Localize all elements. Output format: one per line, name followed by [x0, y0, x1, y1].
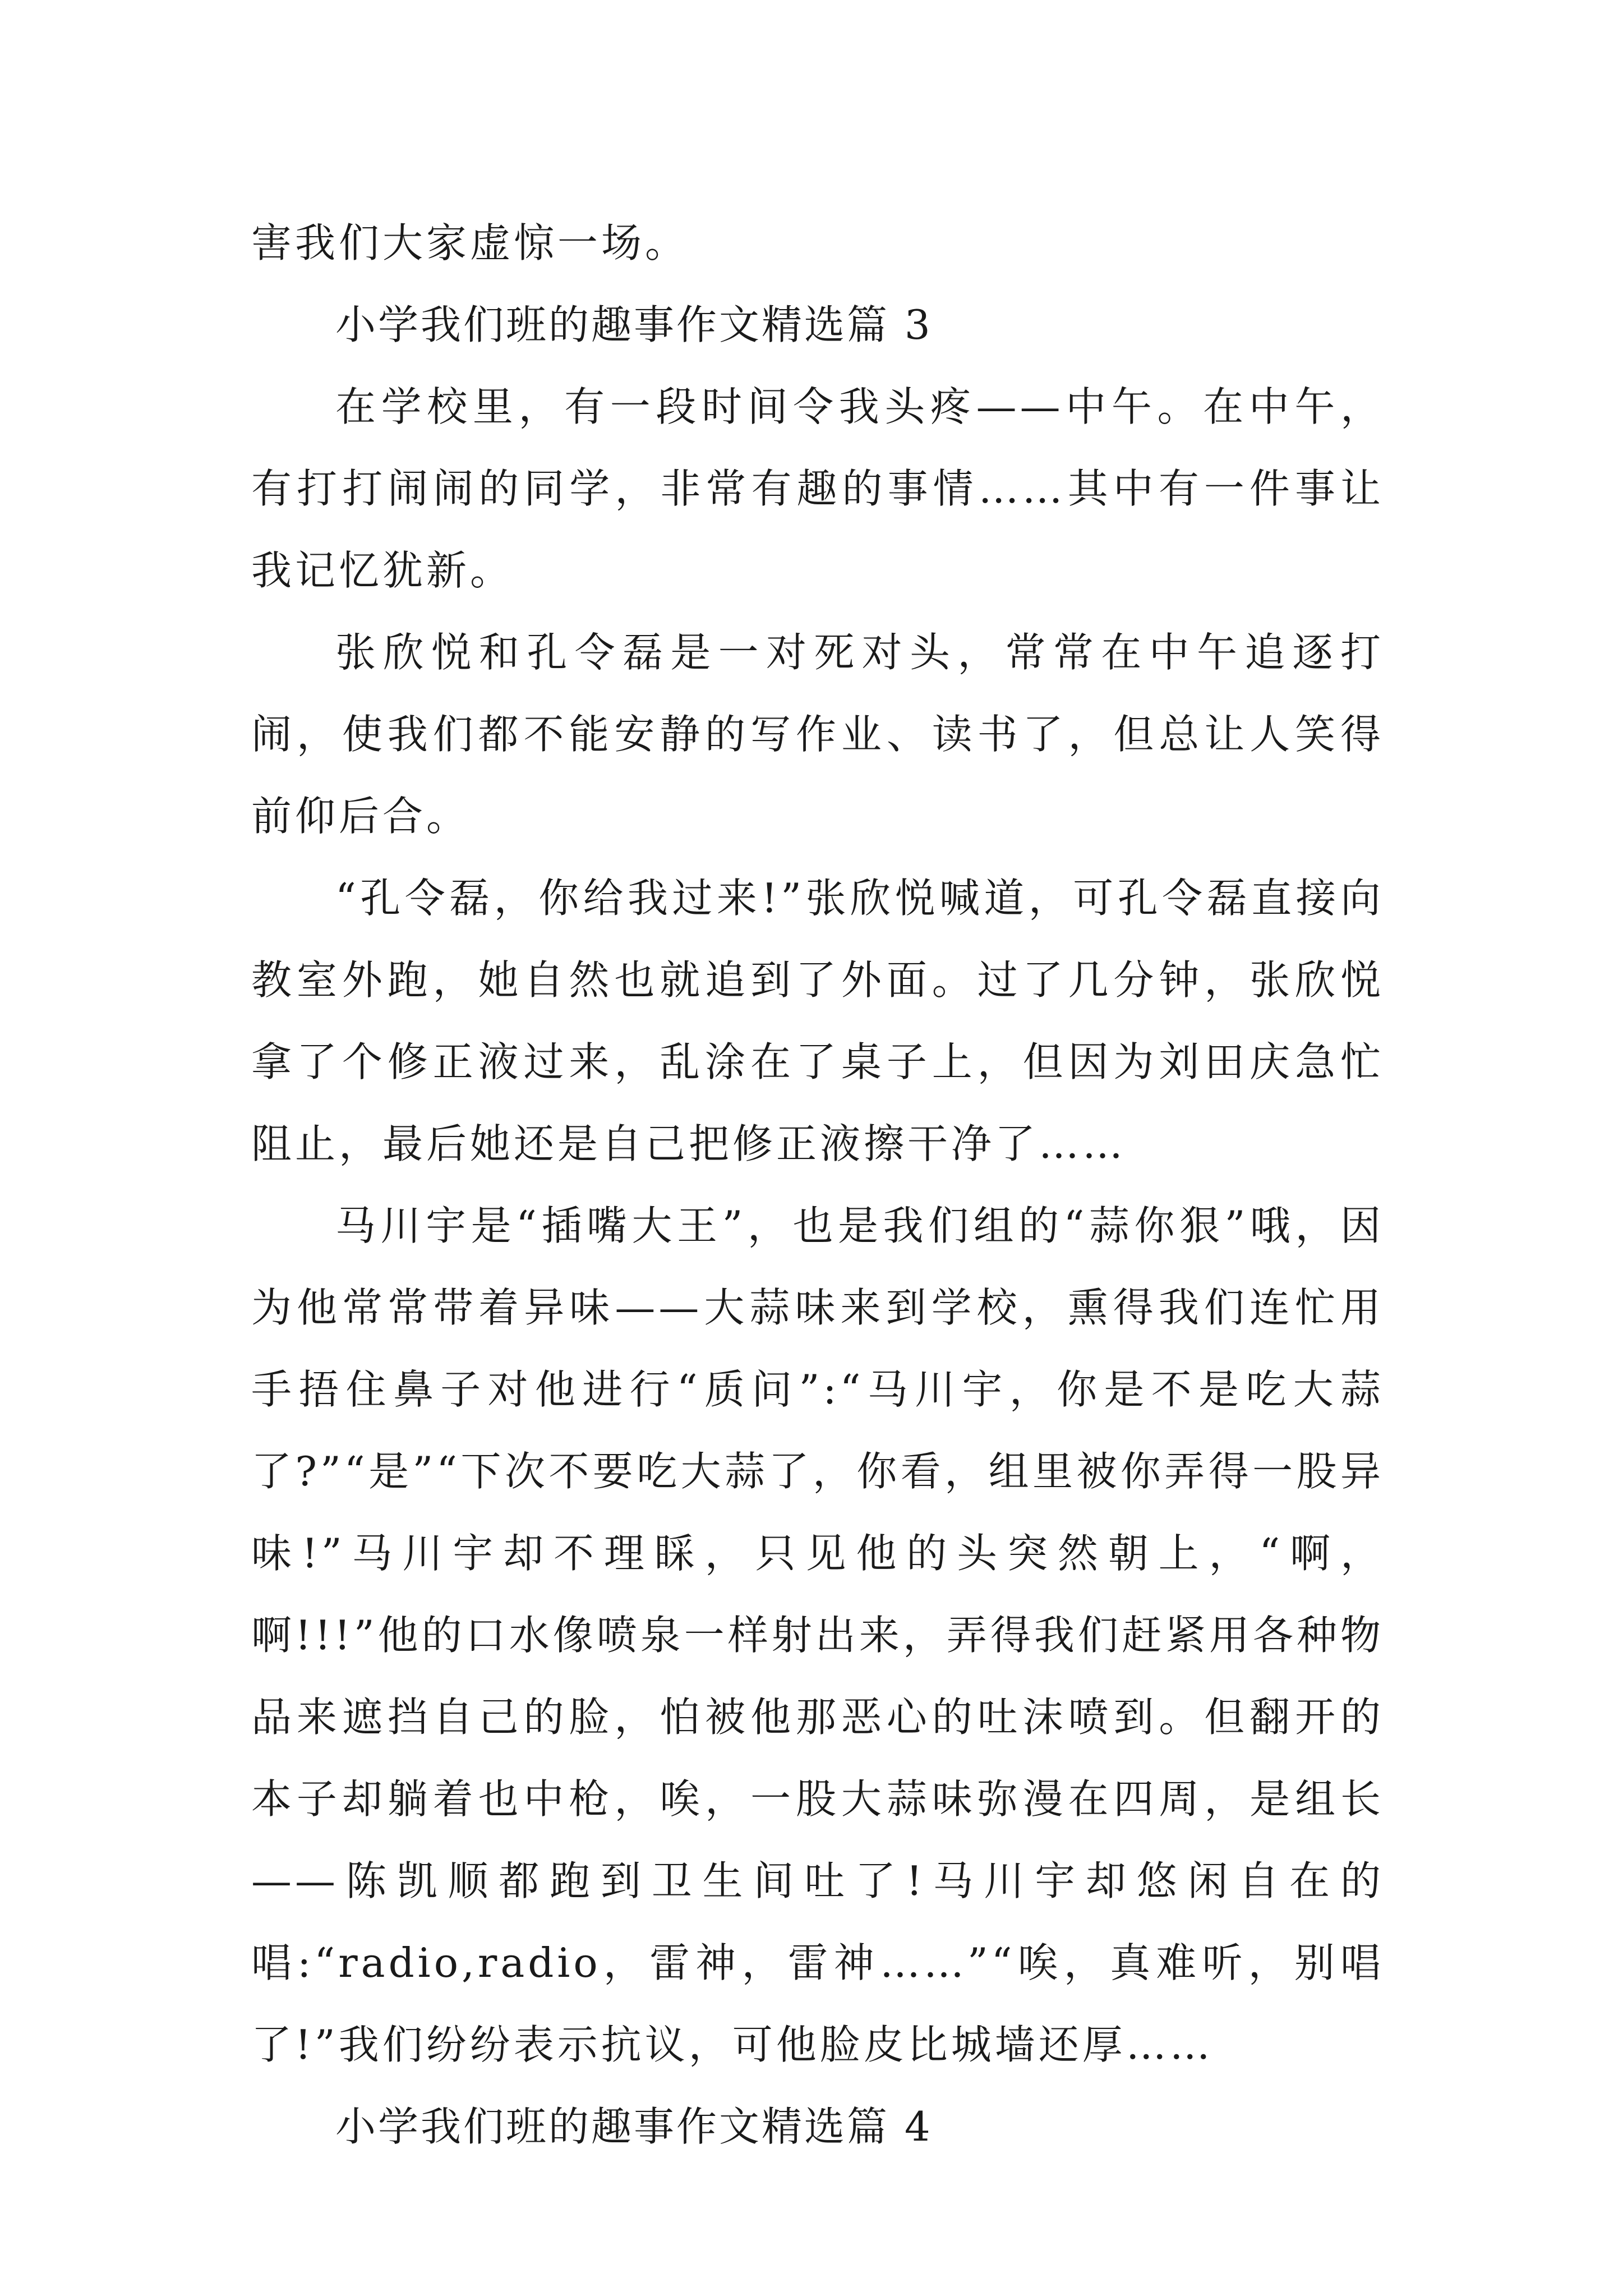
paragraph: “孔令磊，你给我过来!”张欣悦喊道，可孔令磊直接向教室外跑，她自然也就追到了外面。过了几分钟，张欣悦拿了个修正液过来，乱涂在了桌子上，但因为刘田庆急忙阻止，最后她还是自己把修正液擦干净了……: [251, 875, 1384, 1167]
paragraph: 在学校里，有一段时间令我头疼——中午。在中午，有打打闹闹的同学，非常有趣的事情……其中有一件事让我记忆犹新。: [251, 383, 1384, 594]
paragraph: 马川宇是“插嘴大王”，也是我们组的“蒜你狠”哦，因为他常常带着异味——大蒜味来到学校，熏得我们连忙用手捂住鼻子对他进行“质问”:“马川宇，你是不是吃大蒜了?”“是”“下次不要吃大蒜了，你看，组里被你弄得一股异味!”马川宇却不理睬，只见他的头突然朝上，“啊，啊!!!”他的口水像喷泉一样射出来，弄得我们赶紧用各种物品来遮挡自己的脸，怕被他那恶心的吐沫喷到。但翻开的本子却躺着也中枪，唉，一股大蒜味弥漫在四周，是组长——陈凯顺都跑到卫生间吐了!马川宇却悠闲自在的唱:“radio,radio，雷神，雷神……”“唉，真难听，别唱了!”我们纷纷表示抗议，可他脸皮比城墙还厚……: [251, 1202, 1384, 2068]
document-body: [251, 202, 1384, 2168]
paragraph-continuation: 害我们大家虚惊一场。: [251, 219, 689, 266]
paragraph: 张欣悦和孔令磊是一对死对头，常常在中午追逐打闹，使我们都不能安静的写作业、读书了，但总让人笑得前仰后合。: [251, 629, 1384, 840]
section-heading-3: 小学我们班的趣事作文精选篇 3: [335, 301, 933, 348]
section-heading-4: 小学我们班的趣事作文精选篇 4: [335, 2103, 933, 2150]
